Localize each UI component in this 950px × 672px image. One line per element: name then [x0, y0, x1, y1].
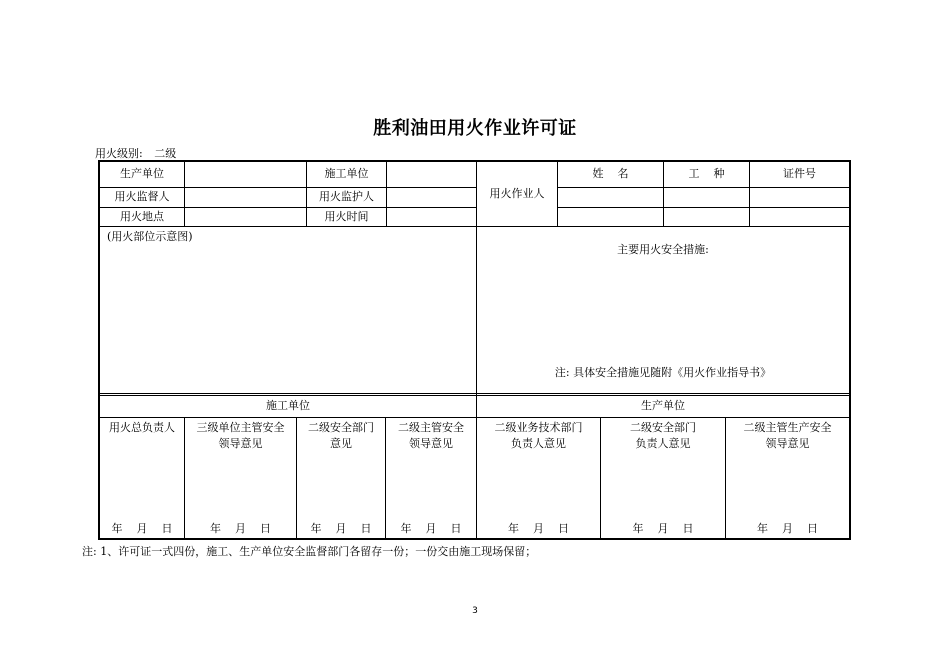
fire-location-label: 用火地点 — [120, 210, 164, 223]
document-title: 胜利油田用火作业许可证 — [373, 118, 577, 139]
col-trade-header: 工 种 — [688, 167, 725, 180]
production-unit-label: 生产单位 — [120, 167, 164, 180]
approval-level2-safety-dept-head: 二级安全部门 负责人意见 — [630, 421, 696, 450]
approval-level2-safety-dept: 二级安全部门 意见 — [308, 421, 374, 450]
fire-level-label: 用火级别: — [95, 147, 143, 160]
bottom-construction-header: 施工单位 — [266, 399, 310, 412]
page-number: 3 — [472, 606, 478, 616]
approval-level2-safety-leader: 二级主管安全 领导意见 — [398, 421, 464, 450]
table-border-bottom — [98, 538, 851, 540]
row-line — [99, 207, 476, 208]
col-line — [184, 161, 185, 227]
fire-time-label: 用火时间 — [324, 210, 369, 223]
approval-level3-safety-leader: 三级单位主管安全 领导意见 — [196, 421, 285, 450]
date-field: 年 月 日 — [508, 522, 569, 535]
fire-supervisor-label: 用火监督人 — [114, 190, 170, 203]
bottom-production-header: 生产单位 — [641, 399, 685, 412]
approval-chief: 用火总负责人 — [109, 421, 175, 434]
date-field: 年 月 日 — [210, 522, 271, 535]
diagram-area-label: (用火部位示意图) — [107, 230, 193, 243]
footnote: 注: 1、许可证一式四份，施工、生产单位安全监督部门各留存一份；一份交由施工现场保留； — [82, 545, 537, 558]
row-line — [99, 417, 850, 418]
date-field: 年 月 日 — [111, 522, 173, 535]
fire-workers-label: 用火作业人 — [489, 187, 545, 200]
col-name-header: 姓 名 — [592, 167, 629, 180]
row-line — [557, 187, 850, 188]
row-line — [557, 207, 850, 208]
row-line — [99, 187, 476, 188]
col-cert-header: 证件号 — [783, 167, 816, 180]
date-field: 年 月 日 — [400, 522, 462, 535]
col-line — [386, 161, 387, 227]
approval-level2-production-leader: 二级主管生产安全 领导意见 — [743, 421, 832, 450]
col-line — [476, 161, 477, 539]
row-line — [99, 393, 850, 394]
approval-level2-tech-dept: 二级业务技术部门 负责人意见 — [494, 421, 583, 450]
date-field: 年 月 日 — [757, 522, 818, 535]
row-line — [99, 226, 850, 227]
date-field: 年 月 日 — [632, 522, 694, 535]
table-border-top — [98, 160, 851, 162]
construction-unit-label: 施工单位 — [324, 167, 369, 180]
fire-guardian-label: 用火监护人 — [319, 190, 374, 203]
fire-level-value: 二级 — [154, 147, 177, 160]
table-border-right — [849, 160, 851, 540]
fire-level-row — [95, 145, 184, 161]
row-line — [99, 395, 850, 396]
date-field: 年 月 日 — [310, 522, 372, 535]
safety-measures-note: 注: 具体安全措施见随附《用火作业指导书》 — [554, 366, 772, 379]
safety-measures-title: 主要用火安全措施: — [617, 243, 709, 256]
